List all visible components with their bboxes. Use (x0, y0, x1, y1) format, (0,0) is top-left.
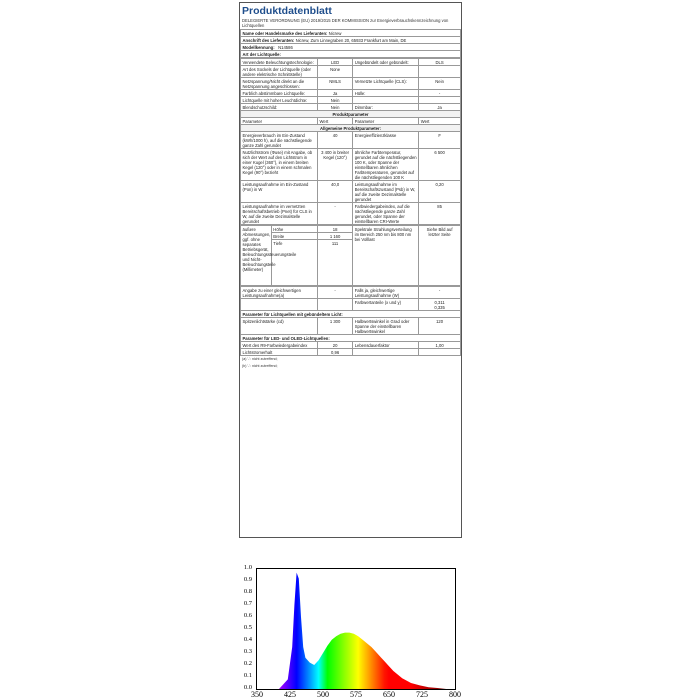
supplier-address-label: Anschrift des Lieferanten: (242, 37, 295, 43)
rows_type-value: LED (318, 59, 353, 66)
supplier-name-row (241, 30, 461, 37)
param-header-2: Parameter (353, 118, 419, 125)
rows_type-value: NMLS (318, 78, 353, 90)
y-tick-label: 0.6 (243, 612, 252, 619)
rows_led-row (241, 349, 461, 356)
y-tick-label: 0.1 (243, 672, 252, 679)
rows_type-value: None (318, 66, 353, 78)
rows_type-param: Verwendete Beleuchtungstechnologie: (241, 59, 318, 66)
sheet-title: Produktdatenblatt (242, 5, 332, 17)
rows_general2-param: Angabe zu einer gleichwertigen Leistungsaufnahme(a) (241, 287, 318, 299)
model-label: Modellkennung: (242, 44, 275, 50)
rows_led-value-2 (419, 349, 461, 356)
rows_type-param-2: Vernetzte Lichtquelle (CLS): (353, 78, 419, 90)
rows_led-value: 20 (318, 342, 353, 349)
spectrum-svg (257, 569, 455, 689)
rows_general2-value-2: 0,311 0,335 (419, 299, 461, 311)
model-row (241, 44, 461, 51)
rows_general2-param-2: Falls ja, gleichwertige Leistungsaufnahme (W) (353, 287, 419, 299)
rows_type-param-2 (353, 97, 419, 104)
rows_led-param: Lichtstromerhalt (241, 349, 318, 356)
rows_led-value: 0,96 (318, 349, 353, 356)
product-data-sheet (239, 2, 462, 538)
rows_type-param: Netzspannung/Nicht direkt an die Netzspannung angeschlossen: (241, 78, 318, 90)
x-tick-label: 575 (350, 690, 362, 699)
rows_general2-row (241, 287, 461, 299)
rows_general-row (241, 149, 461, 181)
rows_general-param: Leistungsaufnahme im Ein-Zustand (Pon) in W (241, 181, 318, 203)
supplier-name-label: Name oder Handelsmarke des Lieferanten: (242, 30, 328, 36)
y-tick-label: 0.9 (243, 576, 252, 583)
rows_type-param: Farblich abstimmbare Lichtquelle: (241, 90, 318, 97)
rows_general2-value (318, 299, 353, 311)
rows_directional-param: Spitzenlichtstärke (cd) (241, 318, 318, 335)
param-header: Parameter (241, 118, 318, 125)
width-value: 1 160 (317, 233, 352, 240)
depth-label: Tiefe (271, 240, 317, 286)
type-label: Art der Lichtquelle: (241, 51, 461, 58)
rows_led-param: Wert des R9-Farbwiedergabeindex (241, 342, 318, 349)
rows_type-row (241, 90, 461, 97)
dimensions-table (240, 225, 461, 286)
footnote-b: (b) '-': nicht zutreffend; (242, 364, 278, 369)
x-tick-label: 425 (284, 690, 296, 699)
rows_general-value-2: F (419, 132, 461, 149)
led-params-heading: Parameter für LED- und OLED-Lichtquellen: (241, 335, 461, 342)
rows_type-param: Lichtquelle mit hoher Leuchtdichte: (241, 97, 318, 104)
y-tick-label: 0.8 (243, 588, 252, 595)
rows_general-value: 3 400 in breiter Kegel (120°) (318, 149, 353, 181)
spectrum-chart (226, 562, 466, 700)
rows_type-value-2 (419, 97, 461, 104)
rows_type-param-2: Dimmbar: (353, 104, 419, 111)
depth-value: 111 (317, 240, 352, 286)
y-tick-label: 0.3 (243, 648, 252, 655)
y-tick-label: 0.5 (243, 624, 252, 631)
rows_general-value-2: 0,20 (419, 181, 461, 203)
rows_type-param: Blendschutzschild: (241, 104, 318, 111)
rows_general-value: 40 (318, 132, 353, 149)
rows_type-value: Nein (318, 97, 353, 104)
rows_general-param: Energieverbrauch im Ein-Zustand (kWh/1000 h), auf die nächstliegende ganze Zahl gerundet (241, 132, 318, 149)
rows_type-param: Art des Sockels der Lichtquelle (oder andere elektrische Schnittstelle) (241, 66, 318, 78)
rows_general-value: - (318, 203, 353, 225)
regulation-text: DELEGIERTE VERORDNUNG (EU) 2019/2015 DER KOMMISSION zur Energieverbrauchskennzeichnung von Lichtquellen (242, 18, 449, 29)
general-params-heading: Allgemeine Produktparameter: (241, 125, 461, 132)
rows_type-value-2: - (419, 90, 461, 97)
rows_general-value-2: 85 (419, 203, 461, 225)
x-tick-label: 650 (383, 690, 395, 699)
spectral-label: Spektrale Strahlungsverteilung im Bereich 250 nm bis 800 nm bei Volllast (353, 226, 419, 286)
rows_type-value-2: Nein (419, 78, 461, 90)
y-tick-label: 0.7 (243, 600, 252, 607)
x-tick-label: 500 (317, 690, 329, 699)
rows_directional-row (241, 318, 461, 335)
supplier-name: Nicrew (328, 30, 342, 36)
rows_led-value-2: 1,00 (419, 342, 461, 349)
rows_type-row (241, 104, 461, 111)
x-tick-label: 350 (251, 690, 263, 699)
supplier-address-row (241, 37, 461, 44)
supplier-address: Nicrew, Zum Linnegraben 20, 65933 Frankfurt am Main, DE (295, 37, 407, 43)
rows_general-param: Nutzlichtstrom (Φuse) mit Angabe, ob sich der Wert auf den Lichtstrom in einer Kugel (360°), in einem breiten Kegel (120°) oder in einem schmalen Kegel (90°) bezieht (241, 149, 318, 181)
rows_type-value-2: DLS (419, 59, 461, 66)
spectrum-area (270, 573, 446, 689)
rows_general2-param-2: Farbwertanteile (x und y) (353, 299, 419, 311)
footnote-a: (a) '-': nicht zutreffend; (242, 357, 278, 362)
rows_type-row (241, 78, 461, 90)
rows_type-row (241, 59, 461, 66)
x-tick-label: 725 (416, 690, 428, 699)
rows_general-param-2: Farbwiedergabeindex, auf die nächstliegende ganze Zahl gerundet, oder Spanne der einstellbaren CRI-Werte (353, 203, 419, 225)
value-header: Wert (318, 118, 353, 125)
rows_general-param-2: ähnliche Farbtemperatur, gerundet auf die nächstliegenden 100 K, oder Spanne der einstellbaren ähnlichen Farbtemperaturen, gerundet auf die nächstliegenden 100 K (353, 149, 419, 181)
rows_directional-value: 1 300 (318, 318, 353, 335)
rows_led-param-2: Lebensdauerfaktor (353, 342, 419, 349)
rows_general2-value-2: - (419, 287, 461, 299)
rows_type-param-2: Ungebündelt oder gebündelt: (353, 59, 419, 66)
rows_type-row (241, 97, 461, 104)
rows_type-value: Nein (318, 104, 353, 111)
rows_general-row (241, 203, 461, 225)
rows_type-param-2 (353, 66, 419, 78)
spectral-value: Siehe Bild auf letzter Seite (419, 226, 461, 286)
rows_general-row (241, 181, 461, 203)
rows_led-row (241, 342, 461, 349)
y-tick-label: 0.2 (243, 660, 252, 667)
rows_type-row (241, 66, 461, 78)
x-tick-label: 800 (449, 690, 461, 699)
height-value: 18 (317, 226, 352, 233)
supplier-table (240, 29, 461, 58)
rows_type-value-2 (419, 66, 461, 78)
rows_led-param-2 (353, 349, 419, 356)
general-params-table-2 (240, 286, 461, 356)
rows_general-row (241, 132, 461, 149)
rows_general2-value: - (318, 287, 353, 299)
rows_type-value-2: Ja (419, 104, 461, 111)
rows_type-param-2: Hülle: (353, 90, 419, 97)
rows_general2-row (241, 299, 461, 311)
height-label: Höhe (271, 226, 317, 233)
rows_general2-param (241, 299, 318, 311)
rows_general-param: Leistungsaufnahme im vernetzten Bereitschaftsbetrieb (Pnet) für CLS in W, auf die zweite Dezimalstelle gerundet (241, 203, 318, 225)
y-tick-label: 0.4 (243, 636, 252, 643)
model-value: N14586 (278, 44, 293, 50)
rows_directional-value-2: 120 (419, 318, 461, 335)
plot-area (256, 568, 456, 690)
width-label: Breite (271, 233, 317, 240)
rows_general-param-2: Leistungsaufnahme im Bereitschaftszustand (Psb) in W, auf die zweite Dezimalstelle gerundet (353, 181, 419, 203)
rows_general-param-2: Energieeffizienzklasse (353, 132, 419, 149)
value-header-2: Wert (419, 118, 461, 125)
rows_general-value: 40,0 (318, 181, 353, 203)
product-params-heading: Produktparameter (241, 111, 461, 118)
type-table (240, 58, 461, 225)
directional-params-heading: Parameter für Lichtquellen mit gebündeltem Licht: (241, 311, 461, 318)
rows_type-value: Ja (318, 90, 353, 97)
y-tick-label: 1.0 (243, 564, 252, 571)
dimensions-label: äußere Abmessungen, ggf. ohne separates Betriebsgerät, Beleuchtungssteuerungsteile und Nicht-Beleuchtungsteile (Millimeter) (241, 226, 272, 286)
rows_directional-param-2: Halbwertswinkel in Grad oder Spanne der einstellbaren Halbwertswinkel (353, 318, 419, 335)
rows_general-value-2: 6 500 (419, 149, 461, 181)
y-tick-label: 0.0 (243, 684, 252, 691)
